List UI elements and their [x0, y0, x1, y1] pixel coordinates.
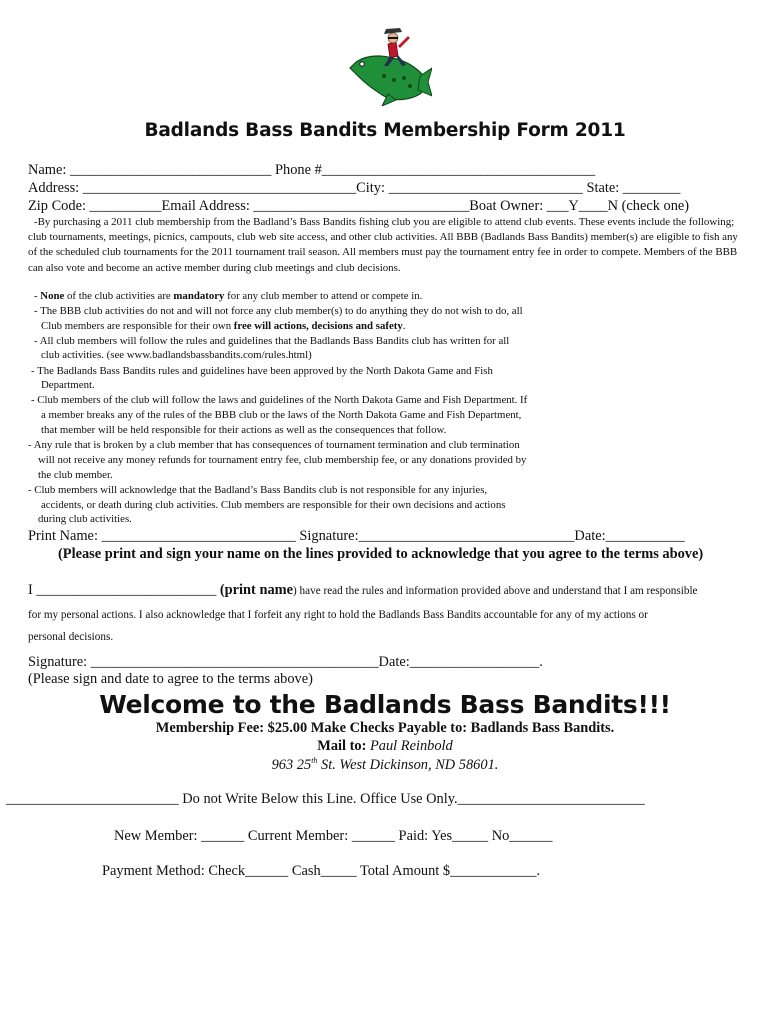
print-sign-note: (Please print and sign your name on the lines provided to acknowledge that you agree to the terms above) — [58, 546, 704, 562]
rule-liability-line3: during club activities. — [38, 513, 132, 525]
signature-date-field[interactable]: Signature: ________________________________________Date:__________________. — [28, 654, 543, 670]
acknowledge-line3: personal decisions. — [28, 631, 114, 643]
rule-game-fish-line3: that member will be held responsible for their actions as well as the consequences that follow. — [41, 424, 447, 436]
rule-game-fish-line1: - Club members of the club will follow the laws and guidelines of the North Dakota Game and Fish Department. If — [31, 394, 528, 406]
mail-to-line: Mail to: Paul Reinbold — [317, 738, 453, 754]
acknowledge-print-name-field[interactable]: I _________________________ (print name) have read the rules and information provided above and understand that I am responsible — [28, 582, 698, 598]
welcome-heading: Welcome to the Badlands Bass Bandits!!! — [99, 690, 671, 719]
acknowledge-line2: for my personal actions. I also acknowledge that I forfeit any right to hold the Badlands Bass Bandits accountable for any of my actions or — [28, 609, 648, 621]
mail-address-line: 963 25th St. West Dickinson, ND 58601. — [271, 756, 499, 773]
rule-no-refunds-line2: will not receive any money refunds for tournament entry fee, club membership fee, or any donations provided by — [38, 454, 527, 466]
name-phone-field[interactable]: Name: ____________________________ Phone #______________________________________ — [28, 162, 596, 178]
member-status-field[interactable]: New Member: ______ Current Member: ______ Paid: Yes_____ No______ — [114, 828, 553, 844]
rule-approved-line1: - The Badlands Bass Bandits rules and guidelines have been approved by the North Dakota Game and Fish — [31, 365, 493, 377]
rule-approved-line2: Department. — [41, 379, 95, 391]
rule-no-refunds-line1: - Any rule that is broken by a club member that has consequences of tournament termination and club termination — [28, 439, 520, 451]
address-city-state-field[interactable]: Address: ______________________________________City: ___________________________ State: ________ — [28, 180, 681, 196]
membership-fee-line: Membership Fee: $25.00 Make Checks Payable to: Badlands Bass Bandits. — [155, 720, 615, 736]
form-title: Badlands Bass Bandits Membership Form 2011 — [144, 120, 626, 141]
rule-liability-line1: - Club members will acknowledge that the Badland’s Bass Bandits club is not responsible for any injuries, — [28, 484, 488, 496]
rule-no-refunds-line3: the club member. — [38, 469, 113, 481]
sign-date-note: (Please sign and date to agree to the terms above) — [28, 671, 313, 687]
rule-no-force-line2: Club members are responsible for their own free will actions, decisions and safety. — [41, 320, 406, 332]
zip-email-boat-field[interactable]: Zip Code: __________Email Address: ______________________________Boat Owner: ___Y____N (check one) — [28, 198, 690, 214]
rule-follow-club-rules-line2: club activities. (see www.badlandsbassbandits.com/rules.html) — [41, 349, 312, 361]
rule-game-fish-line2: a member breaks any of the rules of the BBB club or the laws of the North Dakota Game and Fish Department, — [41, 409, 522, 421]
print-name-signature-date-field[interactable]: Print Name: ___________________________ Signature:______________________________Date:___________ — [28, 528, 685, 544]
rule-follow-club-rules-line1: - All club members will follow the rules and guidelines that the Badlands Bass Bandits club has written for all — [34, 335, 510, 347]
bass-fish-logo-icon — [348, 20, 432, 106]
rule-no-force-line1: - The BBB club activities do not and will not force any club member(s) to do anything they do not wish to do, all — [34, 305, 523, 317]
intro-paragraph: -By purchasing a 2011 club membership from the Badland’s Bass Bandits fishing club you are eligible to attend club events. These events include the following; club tournaments, meetings, picnics, campouts, club web site access, and other club activities. All BBB (Badlands Bass Bandits) member(s) are eligible to fish any of the scheduled club tournaments for the 2011 tournament trail season. All members must pay the tournament entry fee in order to compete. Members of the BBB can also vote and become an active member during club meetings and club decisions. — [28, 216, 738, 274]
rule-liability-line2: accidents, or death during club activities. Club members are responsible for their own decisions and actions — [41, 499, 506, 511]
office-use-divider: ________________________ Do not Write Below this Line. Office Use Only.__________________________ — [6, 791, 645, 807]
payment-method-field[interactable]: Payment Method: Check______ Cash_____ Total Amount $____________. — [102, 863, 541, 879]
rule-none-mandatory: - None of the club activities are mandatory for any club member to attend or compete in. — [34, 290, 423, 302]
